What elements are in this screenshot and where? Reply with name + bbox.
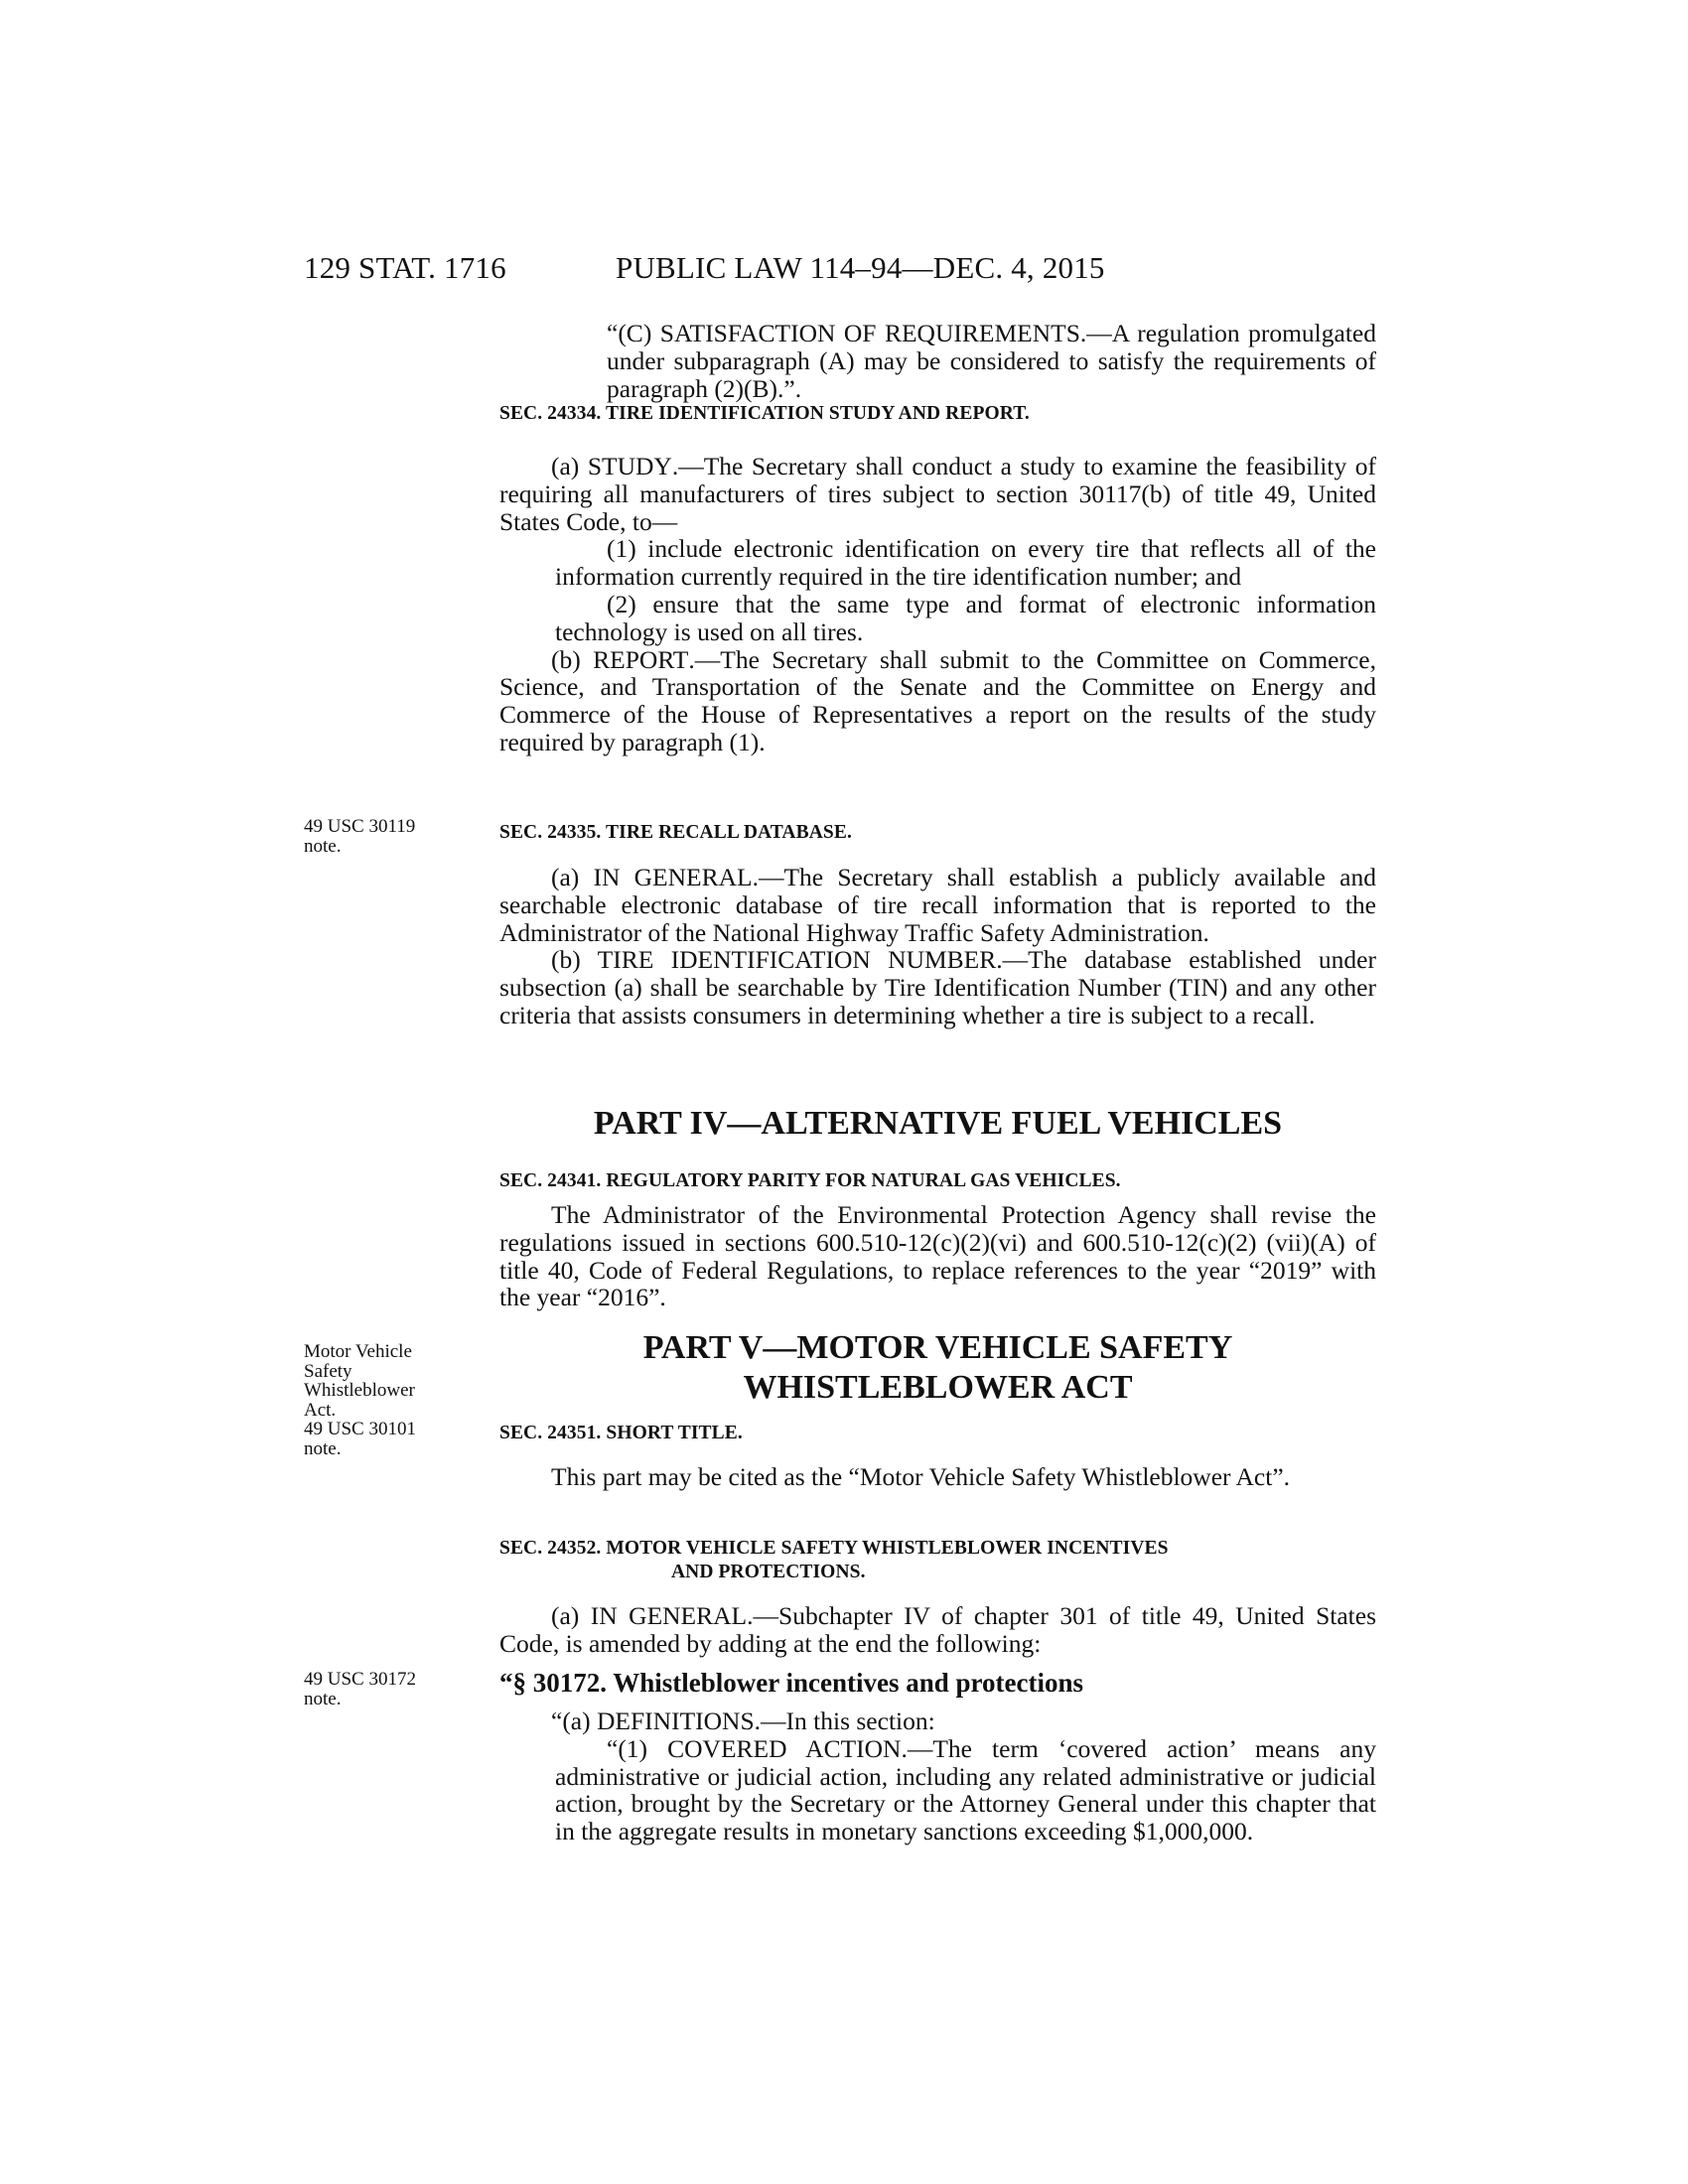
sec-24334-item-1: (1) include electronic identification on every tire that reflects all of the information currently required in the tire identification number; and — [555, 534, 1376, 592]
sec-24335-b-lead: (b) T — [551, 945, 614, 975]
sec-24334-b — [499, 646, 1376, 756]
margin-note-30119-note: note. — [304, 835, 342, 857]
sec-24335-a-heading: N GENERAL — [602, 863, 753, 891]
running-header-law: PUBLIC LAW 114–94—DEC. 4, 2015 — [616, 250, 1105, 285]
margin-note-line-2: Safety — [304, 1360, 352, 1382]
margin-note-30119 — [304, 817, 415, 856]
sec-24352-a-text: .—Subchapter IV of chapter 301 of title 49, United States Code, is amended by adding at the end the following: — [499, 1601, 1376, 1658]
sec-24335-a-lead: (a) I — [551, 863, 602, 891]
margin-note-30172-cite: 49 USC 30172 — [304, 1669, 416, 1690]
sec-24334-b-text: .—The Secretary shall submit to the Committee on Commerce, Science, and Transportation of the Senate and the Committee on Energy and Commerce of the House of Representatives a report on the results of the study required by paragraph (1). — [499, 644, 1376, 756]
sec-24352-a-heading: N GENERAL — [599, 1601, 748, 1630]
sec-24352-body — [499, 1602, 1376, 1658]
sec-24341-title: SEC. 24341. REGULATORY PARITY FOR NATURAL GAS VEHICLES. — [499, 1170, 1121, 1191]
sec-24335-b-text: .—The database established under subsection (a) shall be searchable by Tire Identification Number (TIN) and any other criteria that assists consumers in determining whether a tire is subject to a recall. — [499, 945, 1376, 1029]
sec-24351-title: SEC. 24351. SHORT TITLE. — [499, 1423, 743, 1443]
margin-note-line-4: Act. — [304, 1399, 337, 1421]
sec-24334-a-heading: TUDY — [602, 452, 672, 480]
sec-24334-title: SEC. 24334. TIRE IDENTIFICATION STUDY AND REPORT. — [499, 403, 1030, 424]
part-v-heading-line-1: PART V—MOTOR VEHICLE SAFETY — [642, 1329, 1233, 1366]
sec-24334-a-text: .—The Secretary shall conduct a study to examine the feasibility of requiring all manufacturers of tires subject to section 30117(b) of title 49, United States Code, to— — [499, 452, 1376, 536]
sec-24334-a-lead: (a) S — [551, 452, 603, 480]
sec-24335-title: SEC. 24335. TIRE RECALL DATABASE. — [499, 822, 852, 843]
definitions-heading: EFINITIONS — [615, 1706, 755, 1735]
part-iv-heading: PART IV—ALTERNATIVE FUEL VEHICLES — [593, 1105, 1283, 1142]
sec-24334-b-heading: EPORT — [610, 644, 689, 674]
margin-note-30172 — [304, 1670, 416, 1708]
page-stat-citation: 129 STAT. 1716 — [304, 250, 506, 285]
sec-24335-a — [499, 864, 1376, 946]
covered-action-text: .—The term ‘covered action’ means any administrative or judicial action, including any related administrative or judicial action, brought by the Secretary or the Attorney General under this chapter that in the aggregate results in monetary sanctions exceeding $1,000,000. — [555, 1733, 1377, 1846]
block-c-text: .—A regulation promulgated under subparagraph (A) may be considered to satisfy the requirements of paragraph (2)(B).”. — [607, 319, 1376, 403]
sec-24341-body — [499, 1201, 1376, 1311]
block-c-lead: “(C) S — [607, 319, 674, 347]
block-c-satisfaction — [499, 320, 1376, 402]
part-v-heading-line-2: WHISTLEBLOWER ACT — [743, 1369, 1133, 1406]
margin-note-line-3: Whistleblower — [304, 1380, 415, 1402]
sec-24352-a-lead: (a) I — [551, 1601, 600, 1630]
covered-action-lead: “(1) C — [607, 1733, 685, 1763]
sec-24351-text: This part may be cited as the “Motor Vehicle Safety Whistleblower Act”. — [551, 1462, 1291, 1491]
definitions-lead: “(a) D — [551, 1706, 616, 1735]
section-30172-definitions — [499, 1707, 1376, 1735]
part-v-heading — [499, 1328, 1376, 1408]
sec-24335-b-heading: IRE IDENTIFICATION NUMBER — [613, 945, 997, 975]
sec-24352-a — [499, 1602, 1376, 1658]
definitions-text: .—In this section: — [754, 1706, 935, 1735]
sec-24335-b — [499, 946, 1376, 1028]
margin-note-line-1: Motor Vehicle — [304, 1341, 412, 1362]
sec-24335-body — [499, 864, 1376, 1029]
section-30172-body — [499, 1707, 1376, 1845]
sec-24352-title-line-2: AND PROTECTIONS. — [671, 1562, 866, 1582]
margin-note-30119-cite: 49 USC 30119 — [304, 816, 416, 837]
sec-24341-text: The Administrator of the Environmental Protection Agency shall revise the regulations issued in sections 600.510-12(c)(2)(vi) and 600.510-12(c)(2) (vii)(A) of title 40, Code of Federal Regulations, to replace references to the year “2019” with the year “2016”. — [499, 1200, 1376, 1312]
sec-24334-b-lead: (b) R — [551, 644, 611, 674]
margin-note-line-6: note. — [304, 1437, 342, 1459]
sec-24334-item-2: (2) ensure that the same type and format of electronic information technology is used on all tires. — [555, 589, 1376, 646]
margin-note-whistleblower-act — [304, 1342, 416, 1459]
section-30172-item-1 — [499, 1735, 1376, 1845]
margin-note-30172-note: note. — [304, 1688, 342, 1709]
block-c-heading: ATISFACTION OF REQUIREMENTS — [673, 319, 1080, 347]
sec-24351-body — [499, 1463, 1376, 1491]
margin-note-line-5: 49 USC 30101 — [304, 1419, 416, 1440]
covered-action-heading: OVERED ACTION — [684, 1733, 902, 1763]
sec-24334-body — [499, 453, 1376, 756]
sec-24335-a-text: .—The Secretary shall establish a publicly available and searchable electronic database of tire recall information that is reported to the Administrator of the National Highway Traffic Safety Administration. — [499, 863, 1376, 947]
sec-24334-a — [499, 453, 1376, 535]
section-30172-heading: “§ 30172. Whistleblower incentives and protections — [499, 1668, 1084, 1698]
sec-24352-title-line-1: SEC. 24352. MOTOR VEHICLE SAFETY WHISTLEBLOWER INCENTIVES — [499, 1538, 1169, 1559]
sec-24352-title — [499, 1537, 1376, 1584]
